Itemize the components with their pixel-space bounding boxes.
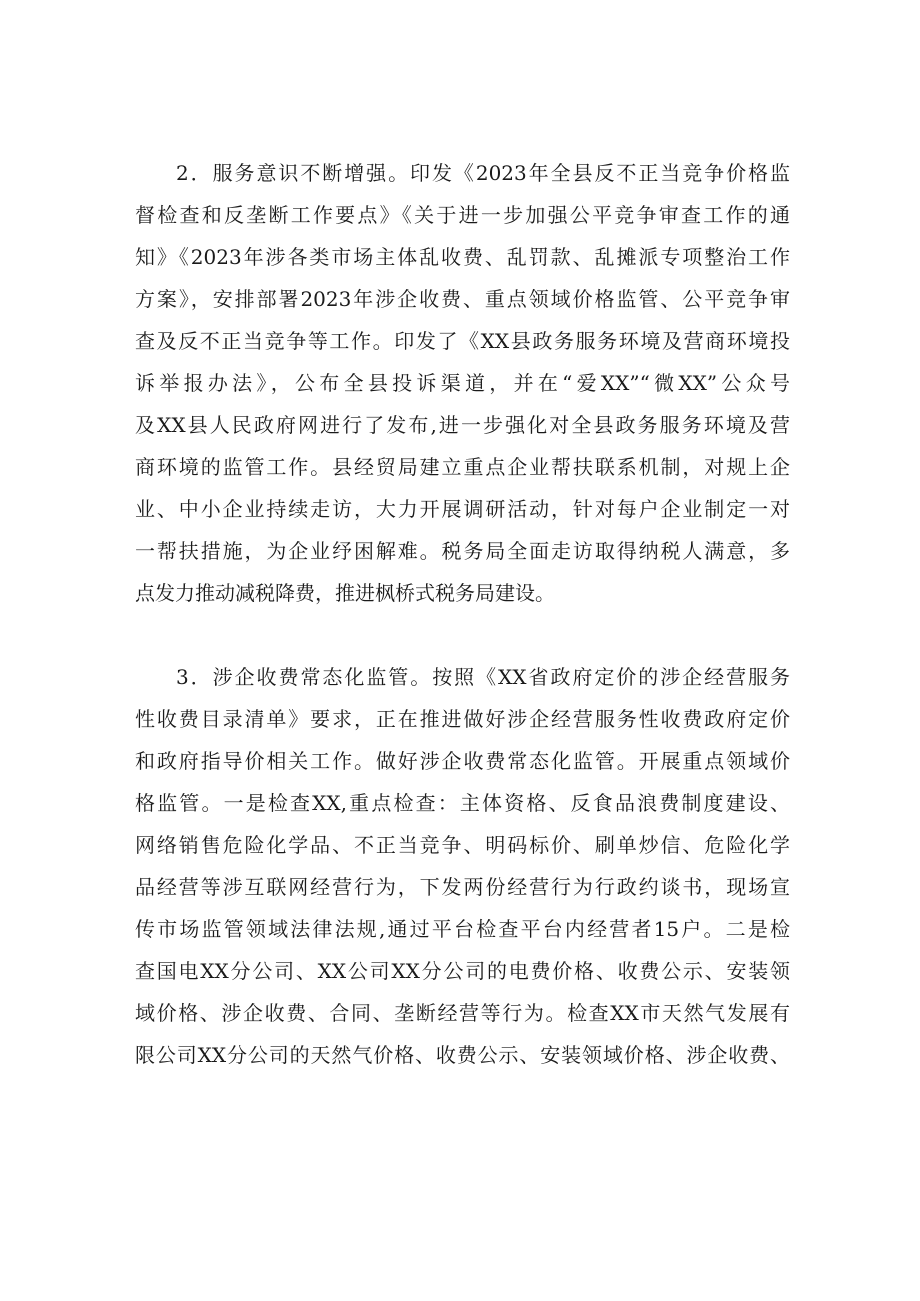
paragraph-line: 传市场监管领域法律法规,通过平台检查平台内经营者15户。二是检 xyxy=(135,917,790,941)
paragraph-line: 品经营等涉互联网经营行为，下发两份经营行为行政约谈书，现场宣 xyxy=(135,875,790,899)
paragraph-line: 和政府指导价相关工作。做好涉企收费常态化监管。开展重点领域价 xyxy=(135,749,790,773)
paragraph-line: 知》《2023年涉各类市场主体乱收费、乱罚款、乱摊派专项整治工作 xyxy=(135,245,790,269)
paragraph-line: 商环境的监管工作。县经贸局建立重点企业帮扶联系机制，对规上企 xyxy=(135,455,790,479)
paragraph-line: 查国电XX分公司、XX公司XX分公司的电费价格、收费公示、安装领 xyxy=(135,959,790,983)
paragraph-line: 及XX县人民政府网进行了发布,进一步强化对全县政务服务环境及营 xyxy=(135,413,790,437)
paragraph-line: 格监管。一是检查XX,重点检查：主体资格、反食品浪费制度建设、 xyxy=(135,791,790,815)
paragraph-line: 网络销售危险化学品、不正当竞争、明码标价、刷单炒信、危险化学 xyxy=(135,833,790,857)
paragraph-line: 3．涉企收费常态化监管。按照《XX省政府定价的涉企经营服务 xyxy=(176,665,790,689)
paragraph-line: 诉举报办法》，公布全县投诉渠道，并在“爱XX”“微XX”公众号 xyxy=(135,371,790,395)
paragraph-line: 限公司XX分公司的天然气价格、收费公示、安装领域价格、涉企收费、 xyxy=(135,1043,790,1067)
paragraph-line: 查及反不正当竞争等工作。印发了《XX县政务服务环境及营商环境投 xyxy=(135,329,790,353)
paragraph-line: 域价格、涉企收费、合同、垄断经营等行为。检查XX市天然气发展有 xyxy=(135,1001,790,1025)
paragraph-line: 性收费目录清单》要求，正在推进做好涉企经营服务性收费政府定价 xyxy=(135,707,790,731)
paragraph-line: 业、中小企业持续走访，大力开展调研活动，针对每户企业制定一对 xyxy=(135,497,790,521)
paragraph-line: 督检查和反垄断工作要点》《关于进一步加强公平竞争审查工作的通 xyxy=(135,203,790,227)
paragraph-line: 点发力推动减税降费，推进枫桥式税务局建设。 xyxy=(135,581,555,605)
paragraph-line: 一帮扶措施，为企业纾困解难。税务局全面走访取得纳税人满意，多 xyxy=(135,539,790,563)
paragraph-line: 2．服务意识不断增强。印发《2023年全县反不正当竞争价格监 xyxy=(176,161,790,185)
paragraph-line: 方案》，安排部署2023年涉企收费、重点领域价格监管、公平竞争审 xyxy=(135,287,790,311)
